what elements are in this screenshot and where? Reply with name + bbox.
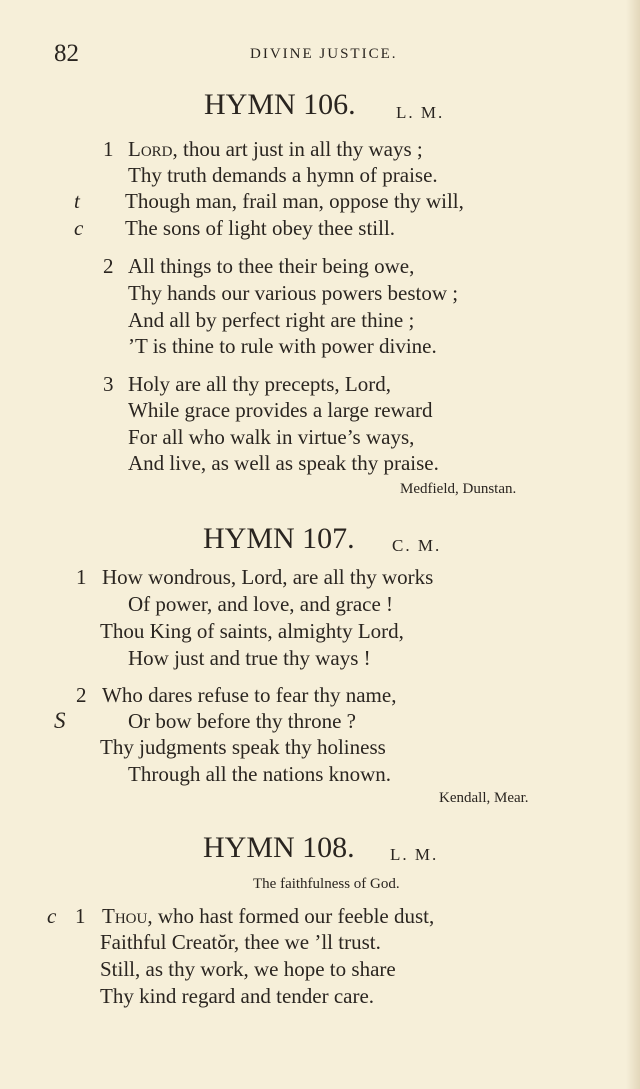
hymn-meter: L. M. [396,103,445,122]
verse-line-rest: , thou art just in all thy ways ; [172,137,423,161]
verse-number: 2 [76,683,87,707]
verse-line: Faithful Creatŏr, thee we ’ll trust. [100,930,381,954]
page-edge-shadow [626,0,640,1089]
verse-line: Though man, frail man, oppose thy will, [125,189,464,213]
verse-line [102,904,434,929]
hymn-title: HYMN 108. [203,831,355,864]
verse-number: 2 [103,254,114,278]
verse-line: Of power, and love, and grace ! [128,592,394,616]
verse-line: And live, as well as speak thy praise. [128,451,439,475]
running-head: DIVINE JUSTICE. [250,46,398,62]
verse-line: The sons of light obey thee still. [125,216,396,240]
hymn-subtitle: The faithfulness of God. [253,876,400,892]
verse-line: Through all the nations known. [128,762,392,786]
dynamic-mark: S [54,708,66,733]
tune-names: Medfield, Dunstan. [400,481,517,497]
verse-line: Thy hands our various powers bestow ; [128,281,459,305]
verse-line: And all by perfect right are thine ; [128,308,415,332]
verse-lead-word: Thou [102,904,148,928]
hymn-title: HYMN 106. [204,88,356,121]
verse-line-rest: , who hast formed our feeble dust, [147,904,435,928]
verse-line: Thy judgments speak thy holiness [100,735,386,759]
hymn-title: HYMN 107. [203,522,355,555]
hymn-meter: L. M. [390,845,439,864]
verse-line: How wondrous, Lord, are all thy works [102,565,434,589]
verse-line: For all who walk in virtue’s ways, [128,425,415,449]
hymn-meter: C. M. [392,536,442,555]
verse-line: Holy are all thy precepts, Lord, [128,372,391,396]
verse-line: Thy truth demands a hymn of praise. [128,163,438,187]
tune-names: Kendall, Mear. [439,790,529,806]
dynamic-mark: t [74,189,80,213]
dynamic-mark: c [47,904,57,928]
verse-line: All things to thee their being owe, [128,254,415,278]
dynamic-mark: c [74,216,84,240]
verse-line: Thou King of saints, almighty Lord, [100,619,404,643]
verse-line [128,137,423,162]
verse-line: While grace provides a large reward [128,398,433,422]
verse-line: Thy kind regard and tender care. [100,984,375,1008]
verse-line: Still, as thy work, we hope to share [100,957,396,981]
verse-number: 1 [75,904,86,928]
verse-number: 1 [103,137,114,161]
page-number: 82 [54,40,79,67]
verse-number: 3 [103,372,114,396]
verse-line: How just and true thy ways ! [128,646,371,670]
verse-line: Who dares refuse to fear thy name, [102,683,397,707]
verse-number: 1 [76,565,87,589]
verse-line: Or bow before thy throne ? [128,709,357,733]
verse-line: ’T is thine to rule with power divine. [128,334,437,358]
verse-lead-word: Lord [128,137,173,161]
